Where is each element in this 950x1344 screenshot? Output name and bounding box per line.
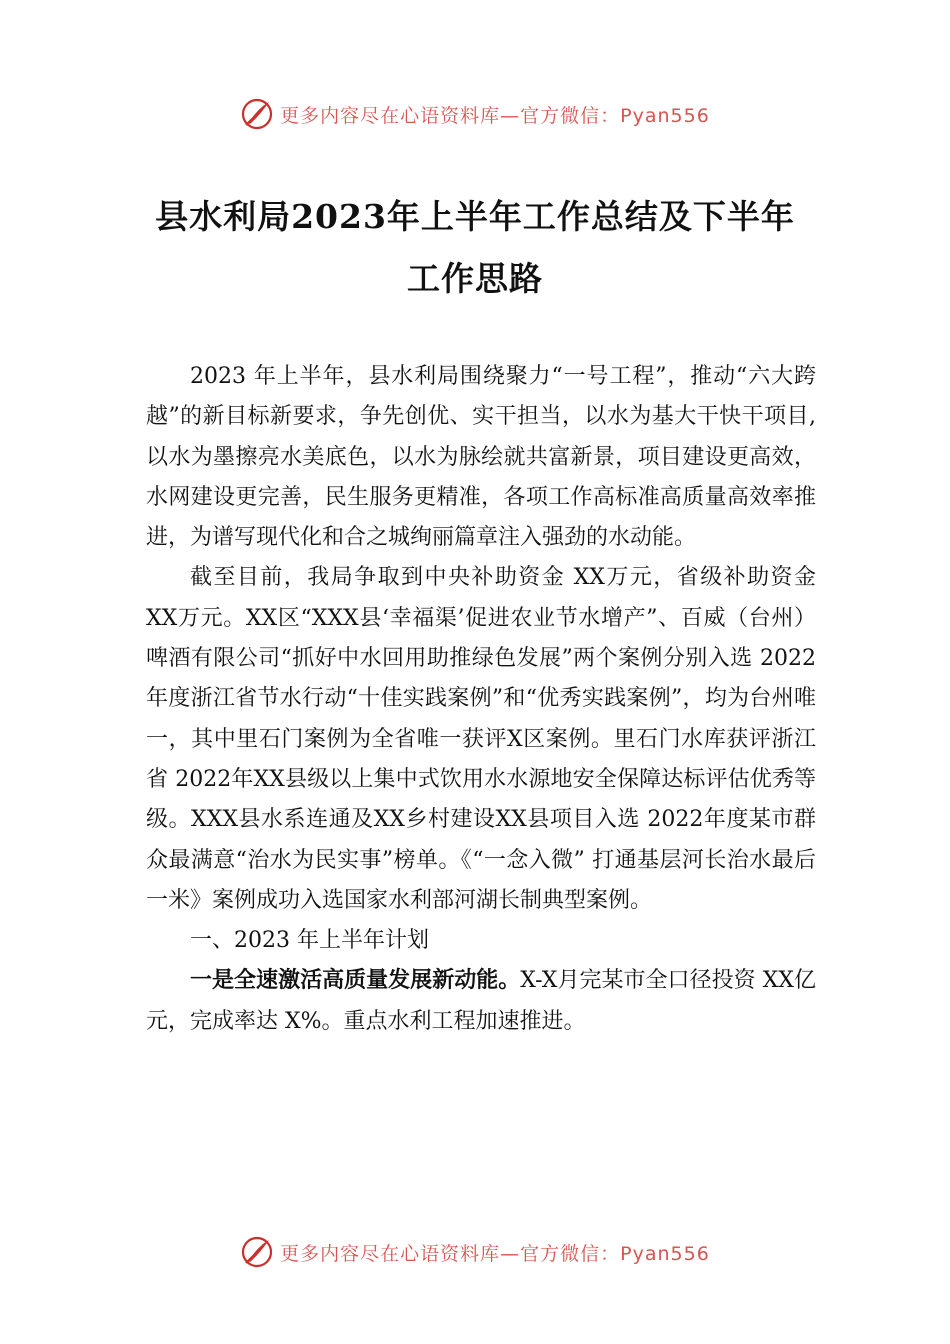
header-banner: [0, 94, 950, 134]
paragraph-3: [146, 961, 816, 1042]
document-body: [146, 357, 816, 1042]
quill-logo-icon: [240, 97, 274, 131]
paragraph-2: 截至目前，我局争取到中央补助资金 XX万元，省级补助资金 XX万元。XX区“XXX县‘幸福渠’促进农业节水增产”、百威（台州）啤酒有限公司“抓好中水回用助推绿色发展”两个案例分别入选 2022年度浙江省节水行动“十佳实践案例”和“优秀实践案例”，均为台州唯一，其中里石门案例为全省唯一获评X区案例。里石门水库获评浙江省 2022年XX县级以上集中式饮用水水源地安全保障达标评估优秀等级。XXX县水系连通及XX乡村建设XX县项目入选 2022年度某市群众最满意“治水为民实事”榜单。《“一念入微” 打通基层河长治水最后一米》案例成功入选国家水利部河湖长制典型案例。: [146, 565, 816, 913]
title-line-1: 县水利局2023年上半年工作总结及下半年: [155, 197, 795, 236]
paragraph-3-lead: 一是全速激活高质量发展新动能。: [190, 968, 521, 994]
footer-banner: [0, 1232, 950, 1272]
banner-text: 更多内容尽在心语资料库—官方微信：Pyan556: [280, 1242, 710, 1265]
section-heading-1: 一、2023 年上半年计划: [190, 928, 429, 954]
quill-logo-icon: [240, 1235, 274, 1269]
paragraph-1: 2023 年上半年，县水利局围绕聚力“一号工程”，推动“六大跨越”的新目标新要求，争先创优、实干担当，以水为基大干快干项目,以水为墨擦亮水美底色，以水为脉绘就共富新景，项目建设更高效，水网建设更完善，民生服务更精准，各项工作高标准高质量高效率推进，为谱写现代化和合之城绚丽篇章注入强劲的水动能。: [146, 364, 816, 551]
banner-text: 更多内容尽在心语资料库—官方微信：Pyan556: [280, 104, 710, 127]
title-line-2: 工作思路: [407, 259, 543, 298]
paragraph-3-text: X-X月完某市全口径投资 XX亿元，完成率达 X%。重点水利工程加速推进。: [146, 968, 816, 1034]
document-title: [100, 186, 850, 310]
